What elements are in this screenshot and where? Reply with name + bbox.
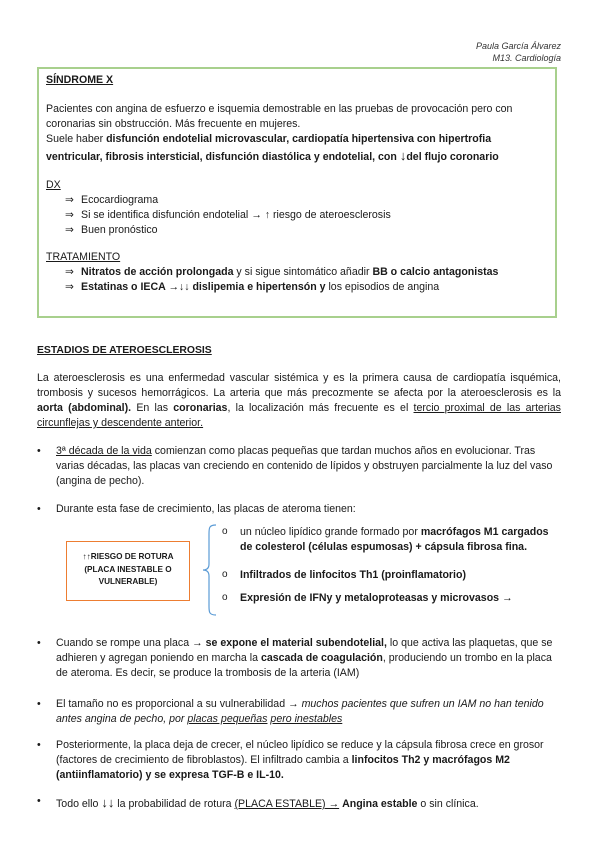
list-item: • Todo ello ↓↓ la probabilidad de rotura (PLACA ESTABLE) → Angina estable o sin clínica. xyxy=(37,795,479,810)
course-name: M13. Cardiología xyxy=(492,53,561,64)
bullet-icon: • xyxy=(37,795,41,807)
bullet-icon: • xyxy=(37,698,41,710)
implies-icon: ⇒ xyxy=(65,280,74,293)
circle-bullet-icon: o xyxy=(222,526,228,537)
bullet-icon: • xyxy=(37,637,41,649)
intro-paragraph: La ateroesclerosis es una enfermedad vascular sistémica y es la primera causa de cardiopatía isquémica, trombosis y sucesos hemorrágicos. La arteria que más precozmente se afecta por la ateroesclerosis es la aorta (abdominal). En las coronarias, la localización más frecuente es el tercio proximal de las arterias circunflejas y descendente anterior. xyxy=(37,372,561,430)
double-down-arrow-icon: ↓↓ xyxy=(101,795,115,810)
box-intro: Pacientes con angina de esfuerzo e isquemia demostrable en las pruebas de provocación pero con coronarias sin obstrucción. Más frecuente en mujeres. xyxy=(46,103,513,131)
circle-bullet-icon: o xyxy=(222,592,228,603)
author-name: Paula García Álvarez xyxy=(475,41,561,51)
right-arrow-icon: → xyxy=(502,592,513,604)
dx-item: ⇒ Buen pronóstico xyxy=(46,223,548,238)
sindrome-x-box xyxy=(37,67,557,318)
sub-list-item: o Infiltrados de linfocitos Th1 (proinflamatorio) xyxy=(222,569,467,581)
implies-icon: ⇒ xyxy=(65,208,74,221)
implies-icon: ⇒ xyxy=(65,265,74,278)
treatment-label: TRATAMIENTO xyxy=(46,250,121,263)
list-item: • Posteriormente, la placa deja de crecer, el núcleo lipídico se reduce y la cápsula fibrosa crece en grosor (factores de crecimiento de fibroblastos). El infiltrado cambia a linfocitos Th2 y macrófagos M2 (antiinflamatorio) y se expresa TGF-B e IL-10. xyxy=(37,739,544,782)
box-title: SÍNDROME X xyxy=(46,74,114,86)
circle-bullet-icon: o xyxy=(222,569,228,580)
dx-label: DX xyxy=(46,178,61,191)
list-item: • El tamaño no es proporcional a su vulnerabilidad → muchos pacientes que sufren un IAM no han tenido antes angina de pecho, por placas pequeñas pero inestables xyxy=(37,698,544,726)
dx-item: ⇒ Si se identifica disfunción endotelial → ↑ riesgo de ateroesclerosis xyxy=(46,208,548,223)
sub-list-item: o Expresión de IFNy y metaloproteasas y microvasos → xyxy=(222,592,513,604)
section-title: ESTADIOS DE ATEROESCLEROSIS xyxy=(37,345,212,356)
bracket-icon xyxy=(202,524,218,616)
down-arrow-icon: ↓ xyxy=(399,148,407,164)
sub-list-item: o un núcleo lipídico grande formado por macrófagos M1 cargados de colesterol (células espumosas) + cápsula fibrosa fina. xyxy=(222,526,549,554)
list-item: • Cuando se rompe una placa → se expone el material subendotelial, lo que activa las plaquetas, que se adhieren y agregan poniendo en marcha la cascada de coagulación, produciendo un trombo en la placa de ateroma. Es decir, se produce la trombosis de la arteria (IAM) xyxy=(37,637,553,680)
bullet-icon: • xyxy=(37,445,41,457)
implies-icon: ⇒ xyxy=(65,193,74,206)
bullet-icon: • xyxy=(37,739,41,751)
dx-item: ⇒ Ecocardiograma xyxy=(46,193,548,208)
box-suele: Suele haber disfunción endotelial microvascular, cardiopatía hipertensiva con hipertrofia ventricular, fibrosis intersticial, disfunción diastólica y endotelial, con ↓del flujo coronario xyxy=(46,133,499,164)
treatment-item: ⇒ Estatinas o IECA →↓↓ dislipemia e hipertensón y los episodios de angina xyxy=(46,280,548,295)
implies-icon: ⇒ xyxy=(65,223,74,236)
list-item: • 3ª década de la vida comienzan como placas pequeñas que tardan muchos años en evolucionar. Tras varias décadas, las placas van creciendo en contenido de lípidos y obstruyen parcialmente la luz del vaso (angina de pecho). xyxy=(37,445,553,488)
risk-box: ↑↑RIESGO DE ROTURA (PLACA INESTABLE O VULNERABLE) xyxy=(66,541,190,601)
page-header xyxy=(476,40,561,64)
list-item: • Durante esta fase de crecimiento, las placas de ateroma tienen: xyxy=(37,502,561,517)
bullet-icon: • xyxy=(37,503,41,515)
treatment-item: ⇒ Nitratos de acción prolongada y si sigue sintomático añadir BB o calcio antagonistas xyxy=(46,265,548,280)
